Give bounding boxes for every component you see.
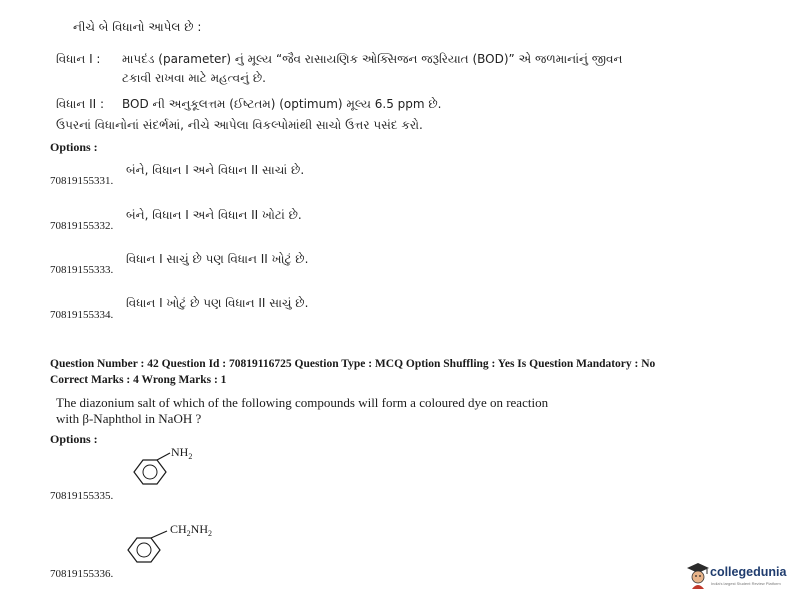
q42-header: Question Number : 42 Question Id : 70819116725 Question Type : MCQ Option Shuffling : Yes Is Question Mandatory : No: [50, 358, 656, 370]
amino-main: NH: [171, 445, 189, 459]
q41-option-id: 70819155331.: [50, 175, 114, 187]
amino-main: NH: [190, 522, 209, 536]
q42-option-id: 70819155336.: [50, 568, 114, 580]
statement1-line2: ટકાવી રાખવા માટે મહત્વનું છે.: [122, 71, 266, 85]
intro-heading: નીચે બે વિધાનો આપેલ છે :: [73, 20, 202, 34]
logo-name: collegedunia: [710, 565, 787, 579]
q42-marks: Correct Marks : 4 Wrong Marks : 1: [50, 374, 227, 386]
logo-tagline: India's largest Student Review Platform: [711, 581, 781, 586]
statement1-line1: માપદંડ (parameter) નું મૂલ્ય “જૈવ રાસાયણિક ઓક્સિજન જરૂરિયાત (BOD)” એ જળમાનાંનું જીવન: [122, 52, 623, 66]
q42-text-line2: with β-Naphthol in NaOH ?: [56, 411, 202, 426]
statement2-label: વિધાન II :: [56, 97, 105, 111]
collegedunia-logo[interactable]: [686, 561, 786, 591]
q41-options-label: Options :: [50, 140, 98, 154]
q42-text-line1: The diazonium salt of which of the following compounds will form a coloured dye on reaction: [56, 395, 549, 410]
aminomethyl-group-label: [170, 522, 212, 538]
q41-option-text: બંને, વિધાન I અને વિધાન II ખોટાં છે.: [126, 208, 302, 222]
methylene-subscript: 2: [186, 529, 191, 538]
aniline-structure: [126, 445, 216, 490]
statement2-text: BOD ની અનુકૂલત્તમ (ઈષ્ટતમ) (optimum) મૂલ્ય 6.5 ppm છે.: [122, 97, 442, 111]
methylene-main: CH: [170, 522, 187, 536]
q41-option-id: 70819155332.: [50, 220, 114, 232]
q42-option-id: 70819155335.: [50, 490, 114, 502]
amino-group-label: [171, 445, 192, 461]
amino-subscript: 2: [188, 452, 193, 461]
statement1-label: વિધાન I :: [56, 52, 101, 66]
q41-option-id: 70819155334.: [50, 309, 114, 321]
q41-option-id: 70819155333.: [50, 264, 114, 276]
q41-option-text: વિધાન I સાચું છે પણ વિધાન II ખોટું છે.: [126, 252, 309, 266]
graduate-mascot-icon: [686, 561, 710, 589]
amino-subscript: 2: [208, 529, 213, 538]
benzylamine-structure: [120, 522, 240, 568]
instruction: ઉપરનાં વિધાનોનાં સંદર્ભમાં, નીચે આપેલા વિકલ્પોમાંથી સાચો ઉત્તર પસંદ કરો.: [56, 118, 423, 132]
q42-options-label: Options :: [50, 432, 98, 446]
q41-option-text: બંને, વિધાન I અને વિધાન II સાચાં છે.: [126, 163, 305, 177]
q41-option-text: વિધાન I ખોટું છે પણ વિધાન II સાચું છે.: [126, 296, 309, 310]
